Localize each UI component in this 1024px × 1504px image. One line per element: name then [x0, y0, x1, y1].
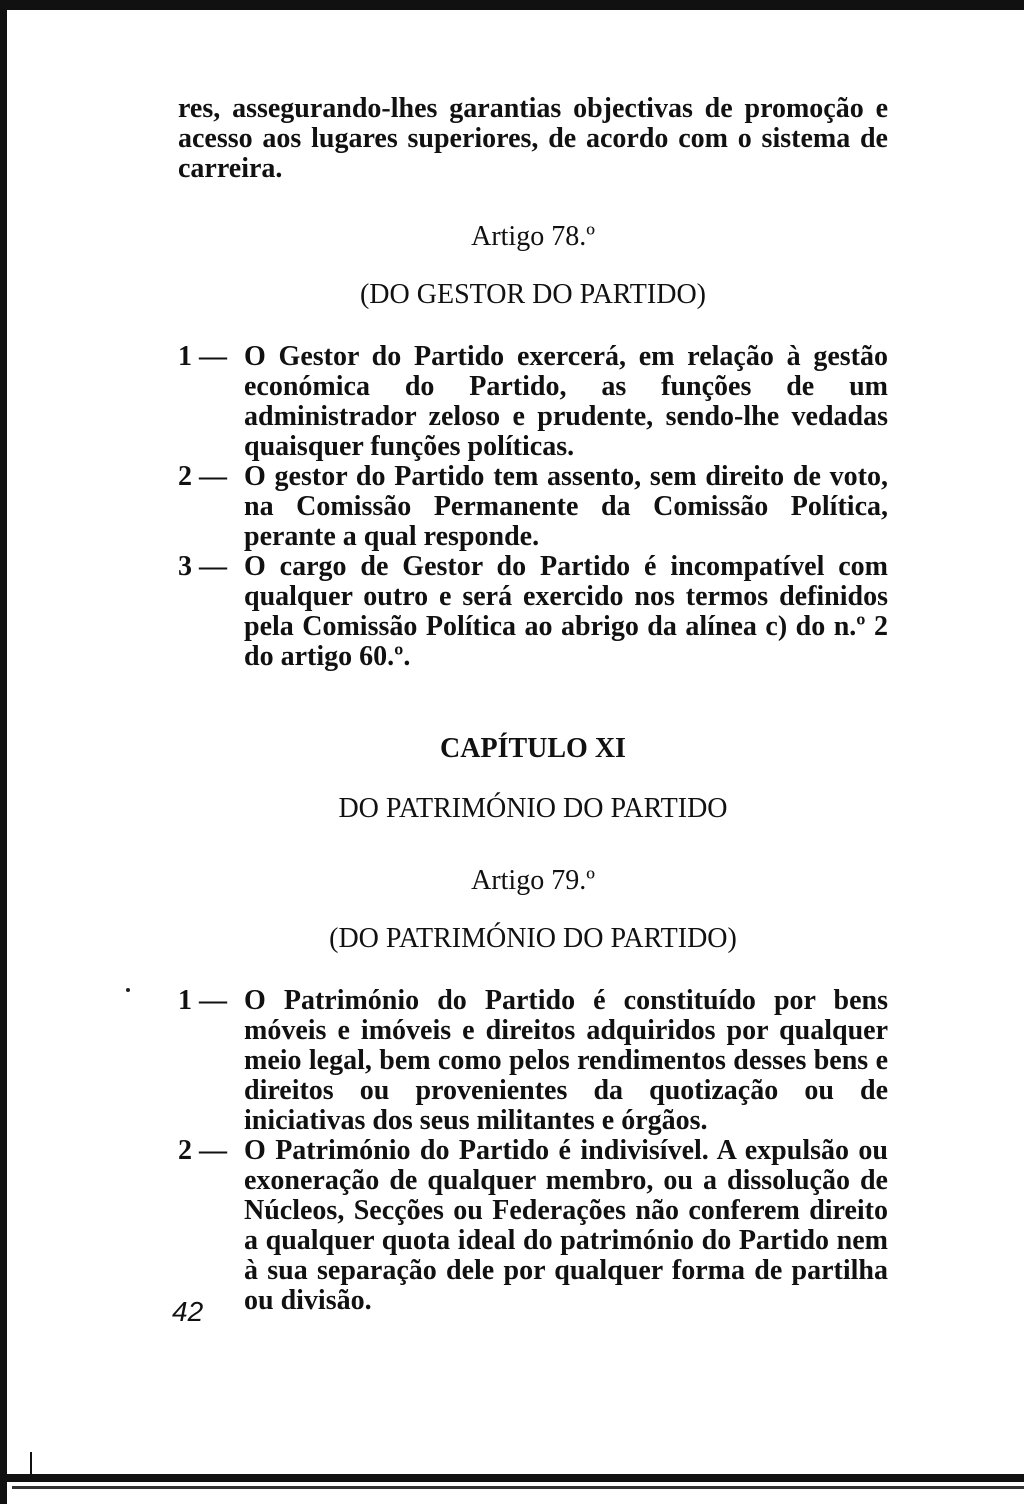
item-text: O Gestor do Partido exercerá, em relação à gestão económica do Partido, as funções de um administrador zeloso e prudente, sendo-lhe vedadas quaisquer funções políticas. [244, 341, 888, 462]
item-text: O gestor do Partido tem assento, sem direito de voto, na Comissão Permanente da Comissão Política, perante a qual responde. [244, 461, 888, 552]
list-item [178, 462, 888, 552]
article-78-heading: Artigo 78.º [471, 221, 595, 252]
list-item [178, 552, 888, 672]
scan-mark [30, 1452, 32, 1474]
page-border-left [0, 0, 7, 1504]
page-border-bottom-inner [12, 1486, 1024, 1489]
item-text: O Património do Partido é indivisível. A expulsão ou exoneração de qualquer membro, ou a dissolução de Núcleos, Secções ou Federações não conferem direito a qualquer quota ideal do património do Partido nem à sua separação dele por qualquer forma de partilha ou divisão. [244, 1135, 888, 1316]
list-item [178, 342, 888, 462]
article-78-subtitle: (DO GESTOR DO PARTIDO) [359, 279, 706, 310]
item-text: O cargo de Gestor do Partido é incompatível com qualquer outro e será exercido nos termos definidos pela Comissão Política ao abrigo da alínea c) do n.º 2 do artigo 60.º. [244, 551, 888, 672]
item-text: O Património do Partido é constituído por bens móveis e imóveis e direitos adquiridos por qualquer meio legal, bem como pelos rendimentos desses bens e direitos ou provenientes da quotização ou de iniciativas dos seus militantes e órgãos. [244, 985, 888, 1136]
item-number: 1 — [178, 985, 227, 1016]
chapter-subtitle: DO PATRIMÓNIO DO PARTIDO [338, 793, 728, 824]
page-border-top [0, 0, 1024, 10]
scan-dot [126, 988, 130, 992]
item-number: 2 — [178, 1135, 227, 1166]
article-79-heading: Artigo 79.º [471, 865, 595, 896]
item-number: 3 — [178, 551, 227, 582]
list-item [178, 986, 888, 1136]
chapter-title: CAPÍTULO XI [440, 733, 626, 764]
page-border-bottom [0, 1474, 1024, 1482]
document-page [178, 94, 888, 1316]
item-number: 2 — [178, 461, 227, 492]
article-78-items [178, 342, 888, 672]
article-79-items [178, 986, 888, 1316]
item-number: 1 — [178, 341, 227, 372]
list-item [178, 1136, 888, 1316]
page-number: 42 [172, 1296, 204, 1327]
intro-paragraph: res, assegurando-lhes garantias objectivas de promoção e acesso aos lugares superiores, de acordo com o sistema de carreira. [178, 93, 888, 184]
article-79-subtitle: (DO PATRIMÓNIO DO PARTIDO) [329, 923, 737, 954]
